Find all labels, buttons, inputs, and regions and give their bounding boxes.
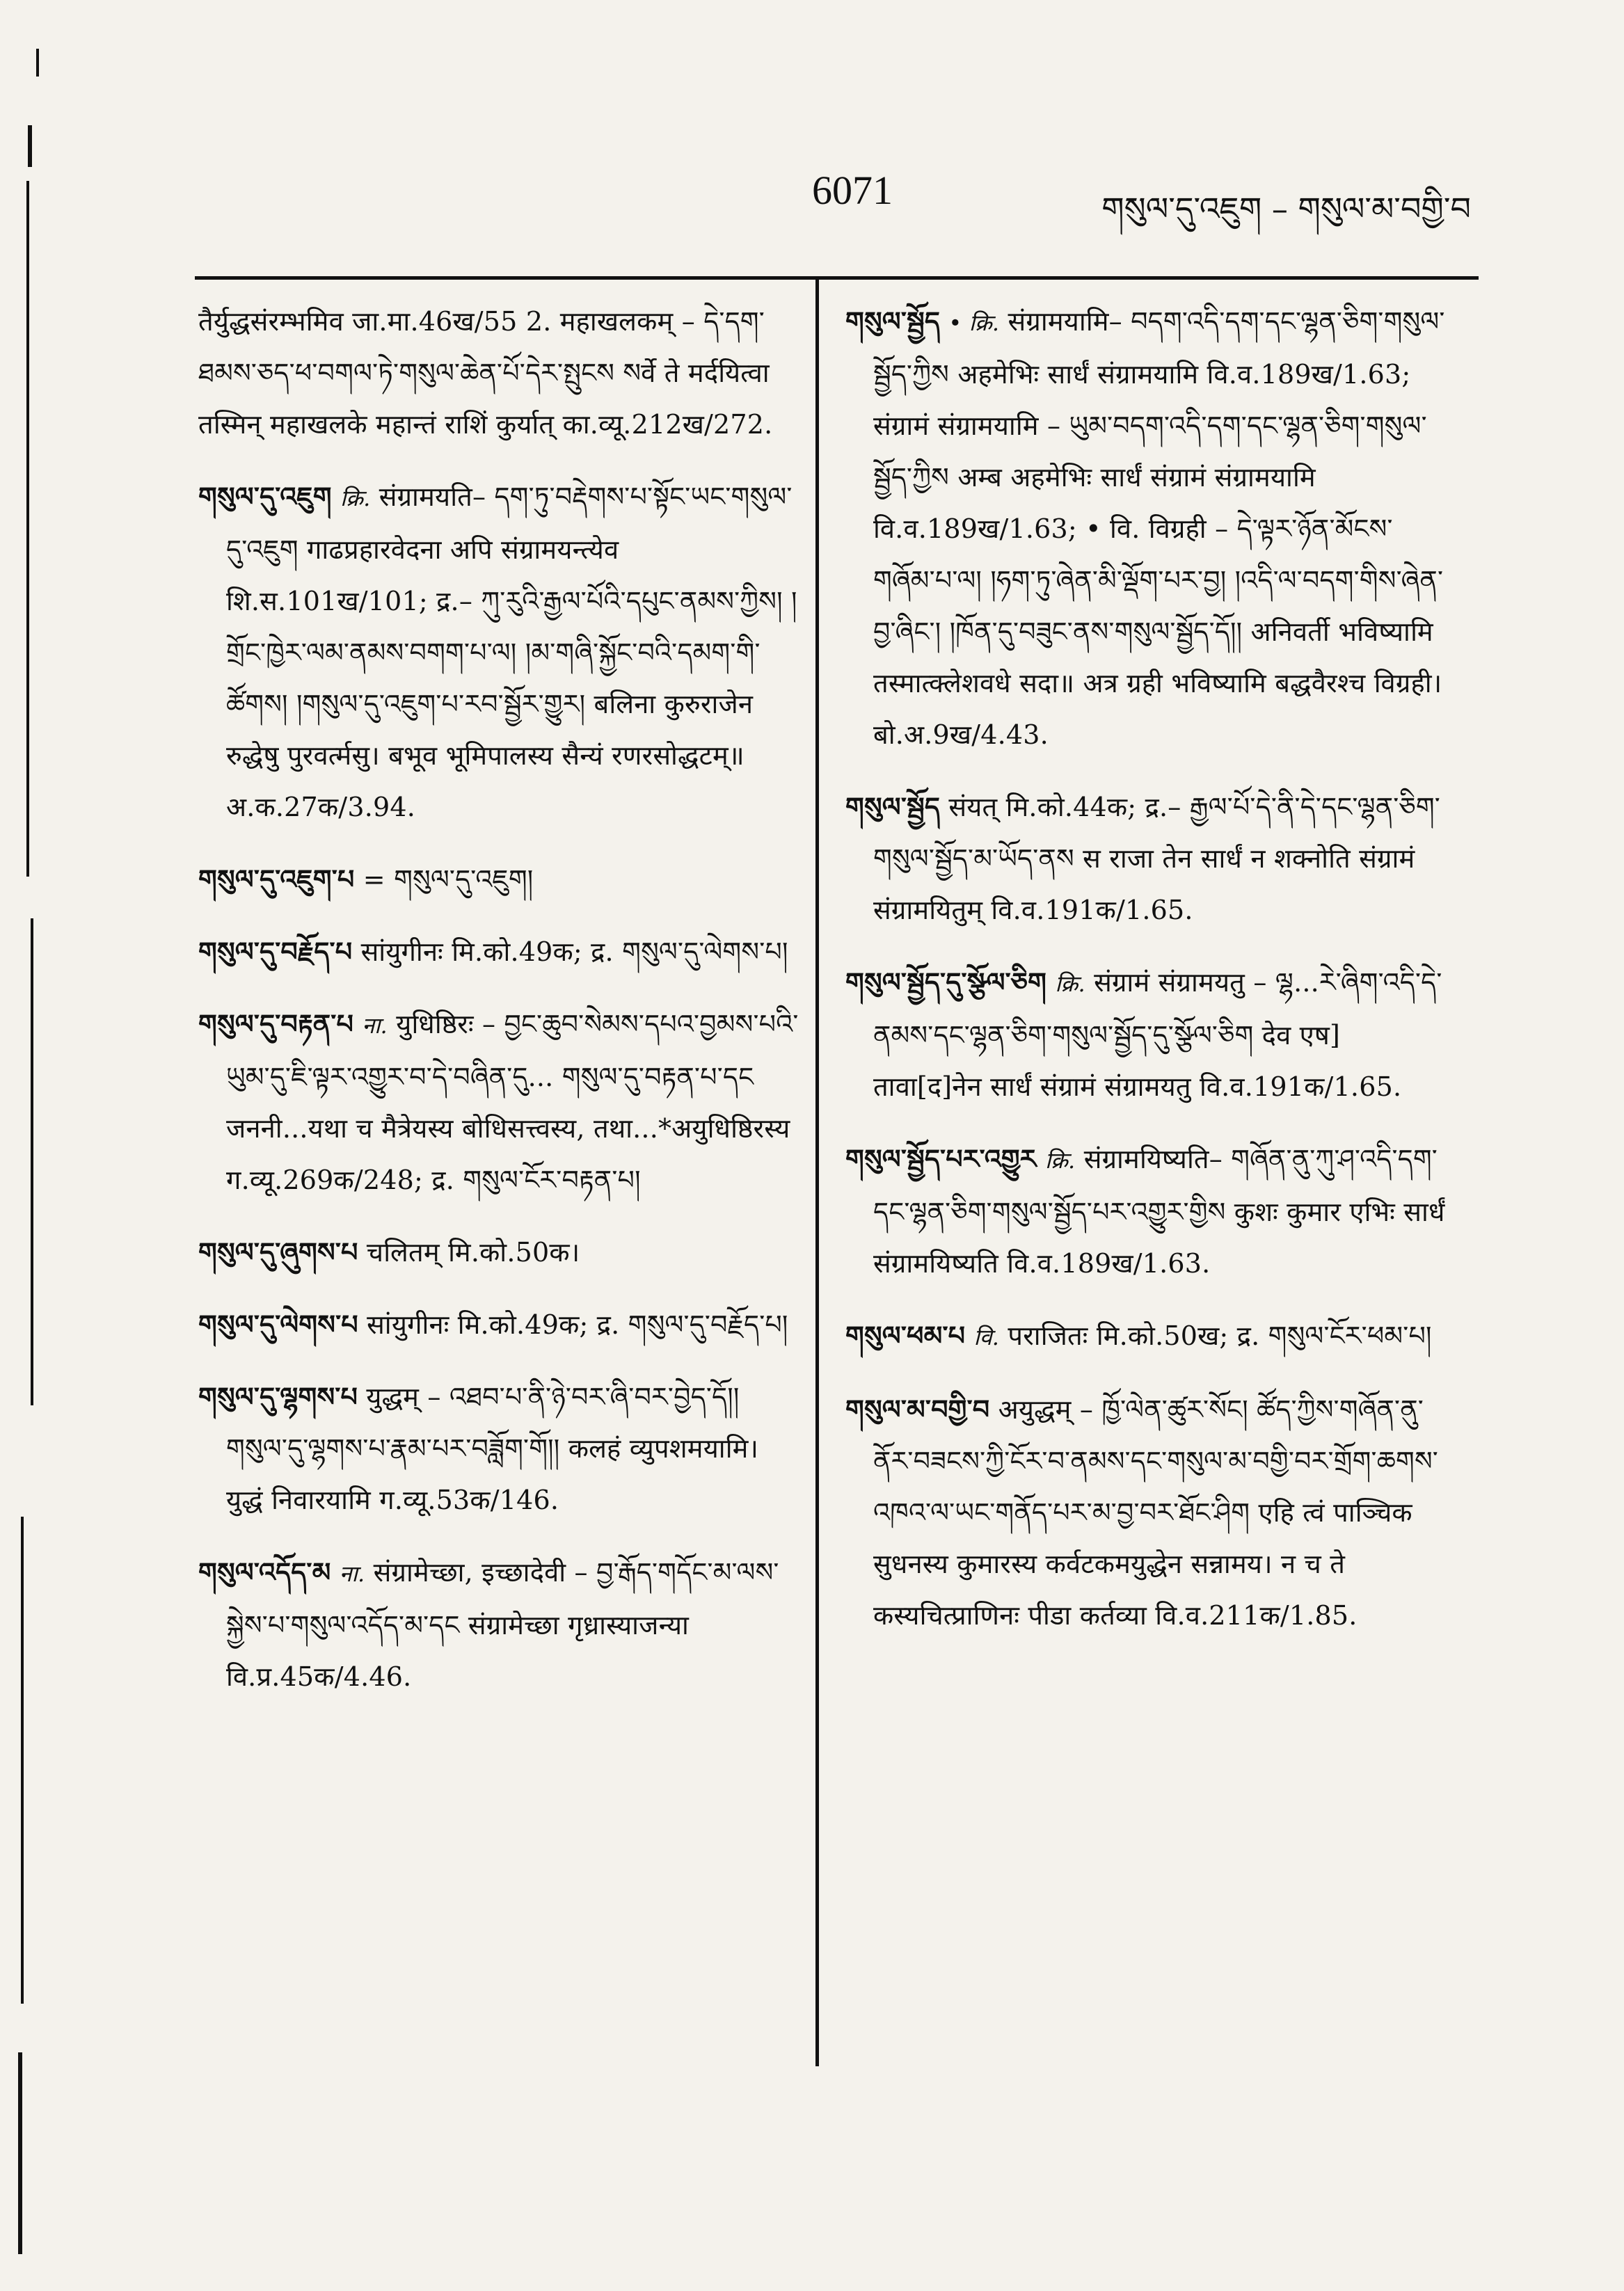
dictionary-entry: [198, 1299, 804, 1350]
grammar-tag: ना.: [362, 1012, 388, 1039]
grammar-tag: क्रि.: [340, 485, 371, 511]
dictionary-entry: [845, 781, 1451, 936]
right-column: [845, 296, 1451, 1662]
dictionary-entry: [198, 1371, 804, 1526]
grammar-tag: वि.: [973, 1324, 1000, 1350]
margin-mark: [26, 181, 29, 877]
entry-headword: གསུལ་དུ་བརྗོད་པ: [198, 936, 353, 967]
dictionary-entry: [198, 1547, 804, 1702]
margin-mark: [31, 918, 33, 1405]
grammar-tag: • क्रि.: [948, 310, 1000, 336]
entry-headword: གསུལ་སྦྱོད: [845, 791, 941, 822]
entry-text: युद्धम् – འཐབ་པ་ནི་ཉེ་བར་ཞི་བར་བྱེད་དོ།། གསུལ་དུ་ལྷགས་པ་རྣམ་པར་བཟློག་གོ།། कलहं व्युपशमयामि। युद्धं निवारयामि ग.व्यू.53क/146.: [226, 1382, 759, 1515]
margin-mark: [28, 125, 32, 167]
header-rule: [195, 276, 1479, 280]
entry-text: सांयुगीनः मि.को.49क; द्र. གསུལ་དུ་ལེགས་པ།: [360, 936, 788, 967]
entry-text: संग्रामयिष्यति– གཞོན་ནུ་ཀུ་ཤ་འདི་དག་དང་ལྷན་ཅིག་གསུལ་སྦྱོད་པར་འགྱུར་གྱིས कुशः कुमार एभिः सार्धं संग्रामयिष्यति वि.व.189ख/1.63.: [873, 1144, 1445, 1279]
entry-headword: གསུལ་དུ་ལེགས་པ: [198, 1309, 358, 1340]
entry-text: संग्रामयामि– བདག་འདི་དག་དང་ལྷན་ཅིག་གསུལ་སྦྱོད་ཀྱིས अहमेभिः सार्धं संग्रामयामि वि.व.189ख/1.63; संग्रामं संग्रामयामि – ཡུམ་བདག་འདི་དག་དང་ལྷན་ཅིག་གསུལ་སྦྱོད་ཀྱིས अम्ब अहमेभिः सार्धं संग्रामं संग्रामयामि वि.व.189ख/1.63; • वि. विग्रही – དེ་ལྟར་ཉོན་མོངས་གཞོམ་པ་ལ། །ཧག་ཏུ་ཞེན་མི་ལྡོག་པར་བྱ། །འདི་ལ་བདག་གིས་ཞེན་བྱ་ཞིང་། །ཁོན་དུ་བཟུང་ནས་གསུལ་སྦྱོད་དོ།། अनिवर्ती भविष्यामि तस्मात्क्लेशवधे सदा॥ अत्र ग्रही भविष्यामि बद्धवैरश्च विग्रही। बो.अ.9ख/4.43.: [873, 306, 1445, 750]
entry-text: अयुद्धम् – ཁྱོ་ལེན་ཚུར་སོང། ཚོད་ཀྱིས་གཞོན་ནུ་ནོར་བཟངས་ཀྱི་ངོར་བ་ནམས་དང་གསུལ་མ་བགྱི་བར་གྲོག་ཆགས་འཁའ་ལ་ཡང་གནོད་པར་མ་བྱ་བར་ཐོང་ཤིག एहि त्वं पाञ्चिक सुधनस्य कुमारस्य कर्वटकमयुद्धेन सन्नामय। न च ते कस्यचित्प्राणिनः पीडा कर्तव्या वि.व.211क/1.85.: [873, 1394, 1438, 1631]
entry-headword: གསུལ་འདོད་མ: [198, 1556, 331, 1588]
left-column: [198, 296, 804, 1723]
column-divider: [815, 278, 819, 2066]
entry-text: पराजितः मि.को.50ख; द्र. གསུལ་ངོར་ཕམ་པ།: [1008, 1320, 1432, 1351]
dictionary-entry: [198, 854, 804, 905]
entry-text: = གསུལ་དུ་འཇུག།: [363, 864, 534, 895]
dictionary-entry: [198, 998, 804, 1206]
entry-text: सांयुगीनः मि.को.49क; द्र. གསུལ་དུ་བརྗོད་པ།: [367, 1309, 788, 1340]
grammar-tag: ना.: [339, 1560, 365, 1587]
entry-headword: གསུལ་དུ་འཇུག་པ: [198, 863, 355, 895]
dictionary-entry: [845, 1133, 1451, 1289]
entry-text: चलितम् मि.को.50क।: [366, 1237, 580, 1268]
dictionary-entry: [198, 471, 804, 833]
entry-headword: གསུལ་སྦྱོད་དུ་སྩོལ་ཅིག: [845, 966, 1047, 998]
running-head: གསུལ་དུ་འཇུག – གསུལ་མ་བགྱི་བ: [1101, 190, 1471, 227]
entry-headword: གསུལ་དུ་ལྷགས་པ: [198, 1381, 358, 1412]
entry-headword: གསུལ་མ་བགྱི་བ: [845, 1394, 990, 1425]
dictionary-entry: [198, 926, 804, 977]
margin-mark: [18, 2052, 22, 2254]
entry-text: संग्रामेच्छा, इच्छादेवी – བྱ་རྒོད་གདོང་མ་ལས་སྐྱེས་པ་གསུལ་འདོད་མ་དང संग्रामेच्छा गृध्रास्याजन्या वि.प्र.45क/4.46.: [226, 1557, 779, 1692]
dictionary-entry: [845, 1310, 1451, 1363]
dictionary-entry: [845, 957, 1451, 1112]
dictionary-entry: [198, 1227, 804, 1278]
dictionary-entry: [845, 1384, 1451, 1641]
entry-headword: གསུལ་སྦྱོད་པར་འགྱུར: [845, 1143, 1037, 1174]
entry-text: संग्रामयति– དག་ཏུ་བརྡེགས་པ་སྟོང་ཡང་གསུལ་དུ་འཇུག गाढप्रहारवेदना अपि संग्रामयन्त्येव शि.स.101ख/101; द्र.– ཀུ་རུའི་རྒྱལ་པོའི་དཔུང་ནམས་ཀྱིས། །གྲོང་ཁྱེར་ལམ་ནམས་བགག་པ་ལ། །མ་གཞི་སྐྱོང་བའི་དམག་གི་ཚོགས། །གསུལ་དུ་འཇུག་པ་རབ་སྦྱོར་གྱུར། बलिना कुरुराजेन रुद्धेषु पुरवर्त्मसु। बभूव भूमिपालस्य सैन्यं रणरसोद्धटम्॥ अ.क.27क/3.94.: [226, 481, 797, 822]
dictionary-entry: [198, 296, 804, 450]
margin-mark: [21, 1517, 24, 2004]
entry-text: तैर्युद्धसंरम्भमिव जा.मा.46ख/55 2. महाखलकम् – དེ་དག་ཐམས་ཅད་ཕ་བགལ་ཏེ་གསུལ་ཆེན་པོ་དེར་སྤུངས སर्वे ते मर्दयित्वा तस्मिन् महाखलके महान्तं राशिं कुर्यात् का.व्यू.212ख/272.: [198, 306, 773, 440]
grammar-tag: क्रि.: [1055, 971, 1085, 997]
entry-text: युधिष्ठिरः – བྱང་ཆུབ་སེམས་དཔའ་བྱམས་པའི་ཡུམ་དུ་ཇི་ལྟར་འགྱུར་བ་དེ་བཞིན་དུ... གསུལ་དུ་བརྟན་པ་དང जननी...यथा च मैत्रेयस्य बोधिसत्त्वस्य, तथा...*अयुधिष्ठिरस्य ग.व्यू.269क/248; द्र. གསུལ་ངོར་བརྟན་པ།: [226, 1009, 799, 1195]
entry-headword: གསུལ་དུ་ཞུགས་པ: [198, 1236, 358, 1268]
entry-headword: གསུལ་དུ་འཇུག: [198, 481, 332, 512]
entry-text: संग्रामं संग्रामयतु – ལྷ...རེ་ཞིག་འདི་དེ་ནམས་དང་ལྷན་ཅིག་གསུལ་སྦྱོད་དུ་སྩོལ་ཅིག देव एष] तावा[द]नेन सार्धं संग्रामं संग्रामयतु वि.व.191क/1.65.: [873, 967, 1442, 1102]
entry-headword: གསུལ་དུ་བརྟན་པ: [198, 1008, 354, 1039]
entry-text: संयत् मि.को.44क; द्र.– རྒྱལ་པོ་དེ་ནི་དེ་དང་ལྷན་ཅིག་གསུལ་སྦྱོད་མ་ཡོད་ནས स राजा तेन सार्धं न शक्नोति संग्रामं संग्रामयितुम् वि.व.191क/1.65.: [873, 792, 1440, 925]
entry-headword: གསུལ་ཕམ་པ: [845, 1320, 966, 1351]
page-number: 6071: [812, 168, 893, 213]
entry-headword: གསུལ་སྦྱོད: [845, 305, 941, 337]
dictionary-entry: [845, 296, 1451, 760]
margin-mark: [36, 49, 39, 77]
grammar-tag: क्रि.: [1044, 1147, 1076, 1174]
